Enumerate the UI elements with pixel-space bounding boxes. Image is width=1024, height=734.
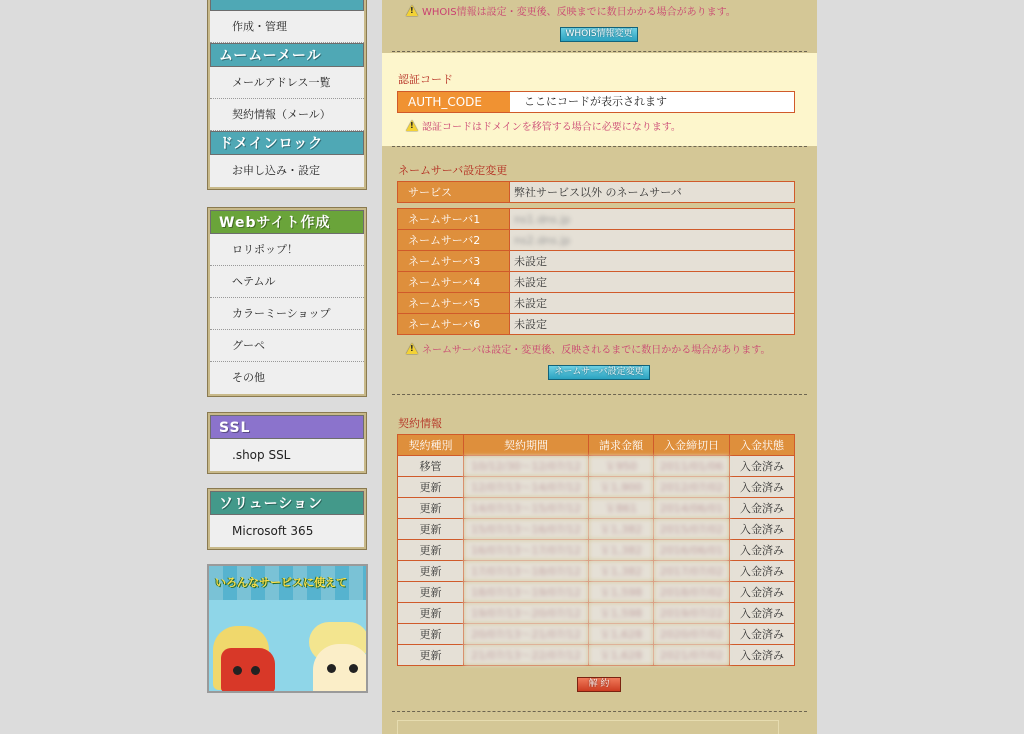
cell-deadline: 2014/06/01 <box>654 498 730 519</box>
whois-notice <box>406 3 736 18</box>
sidebar-head-muumuu-mail: ムームーメール <box>210 43 364 67</box>
table-row <box>398 251 795 272</box>
sidebar-head-cutoff <box>210 0 364 11</box>
table-row <box>398 624 795 645</box>
sidebar-head-ssl: SSL <box>210 415 364 439</box>
sidebar-item-domain-lock-apply[interactable]: お申し込み・設定 <box>210 155 364 187</box>
sidebar-head-web: Webサイト作成 <box>210 210 364 234</box>
auth-code-row <box>397 91 795 113</box>
table-row <box>398 293 795 314</box>
cell-amount: ￥1,382 <box>589 540 654 561</box>
nameserver-label: ネームサーバ4 <box>398 272 510 293</box>
cell-type: 更新 <box>398 645 464 666</box>
nameserver-value: 未設定 <box>510 272 795 293</box>
cell-period: 18/07/13〜19/07/12 <box>464 582 589 603</box>
nameserver-change-button[interactable]: ネームサーバ設定変更 <box>548 365 650 380</box>
nameserver-value: 未設定 <box>510 314 795 335</box>
table-row <box>398 582 795 603</box>
cell-period: 19/07/13〜20/07/12 <box>464 603 589 624</box>
service-label: サービス <box>398 182 510 203</box>
sidebar-item-shop-ssl[interactable]: .shop SSL <box>210 439 364 471</box>
sidebar-item-other[interactable]: その他 <box>210 362 364 394</box>
sidebar-item-goope[interactable]: グーペ <box>210 330 364 362</box>
divider <box>392 711 807 712</box>
sidebar-domain-box <box>207 0 367 190</box>
cell-status: 入金済み <box>730 519 795 540</box>
sidebar-item-colorme[interactable]: カラーミーショップ <box>210 298 364 330</box>
cell-status: 入金済み <box>730 498 795 519</box>
cell-amount: ￥1,598 <box>589 603 654 624</box>
nameserver-label: ネームサーバ1 <box>398 209 510 230</box>
table-row <box>398 477 795 498</box>
table-row <box>398 456 795 477</box>
cell-period: 14/07/13〜15/07/12 <box>464 498 589 519</box>
table-row <box>398 645 795 666</box>
table-row <box>398 230 795 251</box>
nameserver-value <box>510 209 795 230</box>
banner-character-face <box>313 644 368 693</box>
header-type: 契約種別 <box>398 435 464 456</box>
divider <box>392 146 807 147</box>
cell-deadline: 2012/07/02 <box>654 477 730 498</box>
cell-deadline: 2016/06/01 <box>654 540 730 561</box>
header-amount: 請求金額 <box>589 435 654 456</box>
nameserver-notice <box>406 341 771 356</box>
cell-deadline: 2021/07/02 <box>654 645 730 666</box>
cell-type: 更新 <box>398 519 464 540</box>
cell-period: 21/07/13〜22/07/12 <box>464 645 589 666</box>
table-row <box>398 182 795 203</box>
cell-type: 更新 <box>398 540 464 561</box>
sidebar-item-heteml[interactable]: ヘテムル <box>210 266 364 298</box>
main-panel <box>382 0 817 734</box>
nameserver-value: 未設定 <box>510 293 795 314</box>
contract-table <box>397 434 795 666</box>
nameserver-title: ネームサーバ設定変更 <box>398 164 508 177</box>
cell-amount: ￥1,382 <box>589 561 654 582</box>
auth-notice <box>406 118 681 133</box>
cell-period: 10/12/30〜12/07/12 <box>464 456 589 477</box>
banner-eye <box>349 664 358 673</box>
table-row <box>398 272 795 293</box>
nameserver-value <box>510 230 795 251</box>
sidebar-item-mail-list[interactable]: メールアドレス一覧 <box>210 67 364 99</box>
nameserver-label: ネームサーバ2 <box>398 230 510 251</box>
sidebar-item-microsoft365[interactable]: Microsoft 365 <box>210 515 364 547</box>
table-row <box>398 561 795 582</box>
cell-period: 12/07/13〜14/07/12 <box>464 477 589 498</box>
next-section-box <box>397 720 779 734</box>
cell-period: 17/07/13〜18/07/12 <box>464 561 589 582</box>
cell-deadline: 2011/01/06 <box>654 456 730 477</box>
cell-deadline: 2018/07/02 <box>654 582 730 603</box>
cell-type: 更新 <box>398 582 464 603</box>
banner-eye <box>251 666 260 675</box>
auth-code-value[interactable]: ここにコードが表示されます <box>524 95 667 108</box>
cell-deadline: 2015/07/02 <box>654 519 730 540</box>
cell-type: 更新 <box>398 624 464 645</box>
banner-eye <box>327 664 336 673</box>
cell-status: 入金済み <box>730 561 795 582</box>
table-row <box>398 498 795 519</box>
table-row <box>398 519 795 540</box>
nameserver-value-text: ns2.dns.jp <box>514 233 571 247</box>
service-banner[interactable] <box>207 564 368 693</box>
table-row <box>398 314 795 335</box>
cell-status: 入金済み <box>730 477 795 498</box>
cell-type: 更新 <box>398 561 464 582</box>
service-value: 弊社サービス以外 のネームサーバ <box>510 182 795 203</box>
cell-period: 16/07/13〜17/07/12 <box>464 540 589 561</box>
whois-notice-text: WHOIS情報は設定・変更後、反映までに数日かかる場合があります。 <box>422 7 736 18</box>
cell-type: 更新 <box>398 498 464 519</box>
banner-character-red <box>221 648 275 692</box>
warning-icon <box>406 5 418 16</box>
cell-amount: ￥861 <box>589 498 654 519</box>
sidebar-web-box <box>207 207 367 397</box>
cell-status: 入金済み <box>730 603 795 624</box>
cancel-contract-button[interactable]: 解 約 <box>577 677 621 692</box>
banner-eye <box>233 666 242 675</box>
warning-icon <box>406 343 418 354</box>
cell-status: 入金済み <box>730 540 795 561</box>
table-row <box>398 540 795 561</box>
table-row <box>398 209 795 230</box>
divider <box>392 51 807 52</box>
sidebar-item-create-manage[interactable]: 作成・管理 <box>210 11 364 43</box>
cell-type: 更新 <box>398 603 464 624</box>
cell-amount: ￥1,900 <box>589 477 654 498</box>
cell-amount: ￥1,628 <box>589 645 654 666</box>
nameserver-label: ネームサーバ3 <box>398 251 510 272</box>
cell-status: 入金済み <box>730 582 795 603</box>
sidebar-head-solution: ソリューション <box>210 491 364 515</box>
sidebar-item-lolipop[interactable]: ロリポップ！ <box>210 234 364 266</box>
cell-period: 15/07/13〜16/07/12 <box>464 519 589 540</box>
sidebar-head-domain-lock: ドメインロック <box>210 131 364 155</box>
whois-change-button[interactable]: WHOIS情報変更 <box>560 27 638 42</box>
cell-type: 移管 <box>398 456 464 477</box>
auth-code-title: 認証コード <box>398 73 453 86</box>
banner-text: いろんなサービスに使えて <box>215 576 347 589</box>
cell-status: 入金済み <box>730 624 795 645</box>
nameserver-label: ネームサーバ5 <box>398 293 510 314</box>
header-status: 入金状態 <box>730 435 795 456</box>
warning-icon <box>406 120 418 131</box>
contract-title: 契約情報 <box>398 417 442 430</box>
auth-code-label: AUTH_CODE <box>398 92 510 112</box>
cell-deadline: 2020/07/02 <box>654 624 730 645</box>
table-header-row <box>398 435 795 456</box>
cell-deadline: 2019/07/22 <box>654 603 730 624</box>
nameserver-table <box>397 208 795 335</box>
cell-period: 20/07/13〜21/07/12 <box>464 624 589 645</box>
sidebar-ssl-box <box>207 412 367 474</box>
nameserver-notice-text: ネームサーバは設定・変更後、反映されるまでに数日かかる場合があります。 <box>422 345 771 356</box>
cell-status: 入金済み <box>730 456 795 477</box>
cell-amount: ￥1,382 <box>589 519 654 540</box>
header-period: 契約期間 <box>464 435 589 456</box>
cell-type: 更新 <box>398 477 464 498</box>
sidebar-item-mail-contract[interactable]: 契約情報（メール） <box>210 99 364 131</box>
header-deadline: 入金締切日 <box>654 435 730 456</box>
cell-amount: ￥950 <box>589 456 654 477</box>
cell-amount: ￥1,628 <box>589 624 654 645</box>
table-row <box>398 603 795 624</box>
auth-notice-text: 認証コードはドメインを移管する場合に必要になります。 <box>422 122 681 133</box>
cell-status: 入金済み <box>730 645 795 666</box>
nameserver-label: ネームサーバ6 <box>398 314 510 335</box>
nameserver-value: 未設定 <box>510 251 795 272</box>
nameserver-service-table <box>397 181 795 203</box>
divider <box>392 394 807 395</box>
sidebar-solution-box <box>207 488 367 550</box>
nameserver-value-text: ns1.dns.jp <box>514 212 571 226</box>
cell-amount: ￥1,598 <box>589 582 654 603</box>
cell-deadline: 2017/07/02 <box>654 561 730 582</box>
